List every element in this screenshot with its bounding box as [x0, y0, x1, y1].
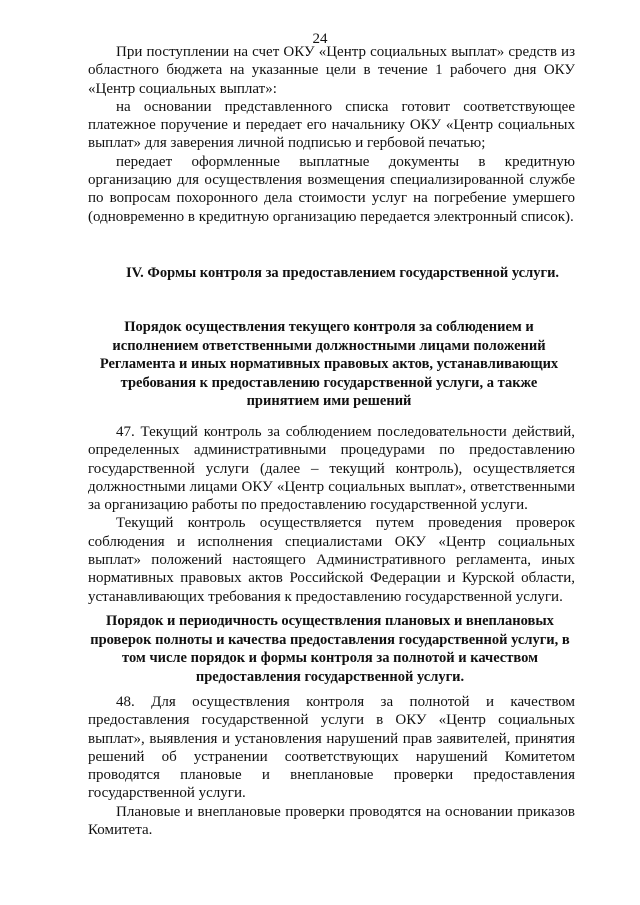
- paragraph: Плановые и внеплановые проверки проводятся на основании приказов Комитета.: [88, 803, 575, 839]
- paragraph: Текущий контроль осуществляется путем проведения проверок соблюдения и исполнения специалистами ОКУ «Центр социальных выплат» положений настоящего Административного регламента, иных нормативных правовых актов Российской Федерации и Курской области, устанавливающих требования к предоставлению государственной услуги.: [88, 515, 575, 605]
- payment-procedure-section: [88, 43, 575, 226]
- paragraph: на основании представленного списка готовит соответствующее платежное поручение и передает его начальнику ОКУ «Центр социальных выплат» для заверения личной подписью и гербовой печатью;: [88, 98, 575, 152]
- section-heading: IV. Формы контроля за предоставлением государственной услуги.: [125, 265, 560, 281]
- subsection-heading: Порядок и периодичность осуществления плановых и внеплановых проверок полноты и качества предоставления государственной услуги, в том числе порядок и формы контроля за полнотой и качеством предоставления государственной услуги.: [90, 613, 570, 685]
- inspections-section: [88, 693, 575, 839]
- paragraph: 48. Для осуществления контроля за полнотой и качеством предоставления государственной услуги в ОКУ «Центр социальных выплат», выявления и установления нарушений прав заявителей, принятия решений об устранении соответствующих нарушений Комитетом проводятся плановые и внеплановые проверки предоставления государственной услуги.: [88, 694, 575, 802]
- paragraph: При поступлении на счет ОКУ «Центр социальных выплат» средств из областного бюджета на указанные цели в течение 1 рабочего дня ОКУ «Центр социальных выплат»:: [88, 44, 575, 97]
- paragraph: 47. Текущий контроль за соблюдением последовательности действий, определенных административными процедурами по предоставлению государственной услуги (далее – текущий контроль), осуществляется должностными лицами ОКУ «Центр социальных выплат», ответственными за организацию работы по предоставлению государственной услуги.: [88, 424, 575, 514]
- page-number: 24: [312, 31, 328, 47]
- paragraph: передает оформленные выплатные документы в кредитную организацию для осуществления возмещения специализированной службе по вопросам похоронного дела стоимости услуг на погребение умершего (одновременно в кредитную организацию передается электронный список).: [88, 153, 575, 225]
- current-control-section: [88, 423, 575, 606]
- subsection-heading: Порядок осуществления текущего контроля за соблюдением и исполнением ответственными должностными лицами положений Регламента и иных нормативных правовых актов, устанавливающих требования к предоставлению государственной услуги, а также принятием ими решений: [99, 319, 559, 409]
